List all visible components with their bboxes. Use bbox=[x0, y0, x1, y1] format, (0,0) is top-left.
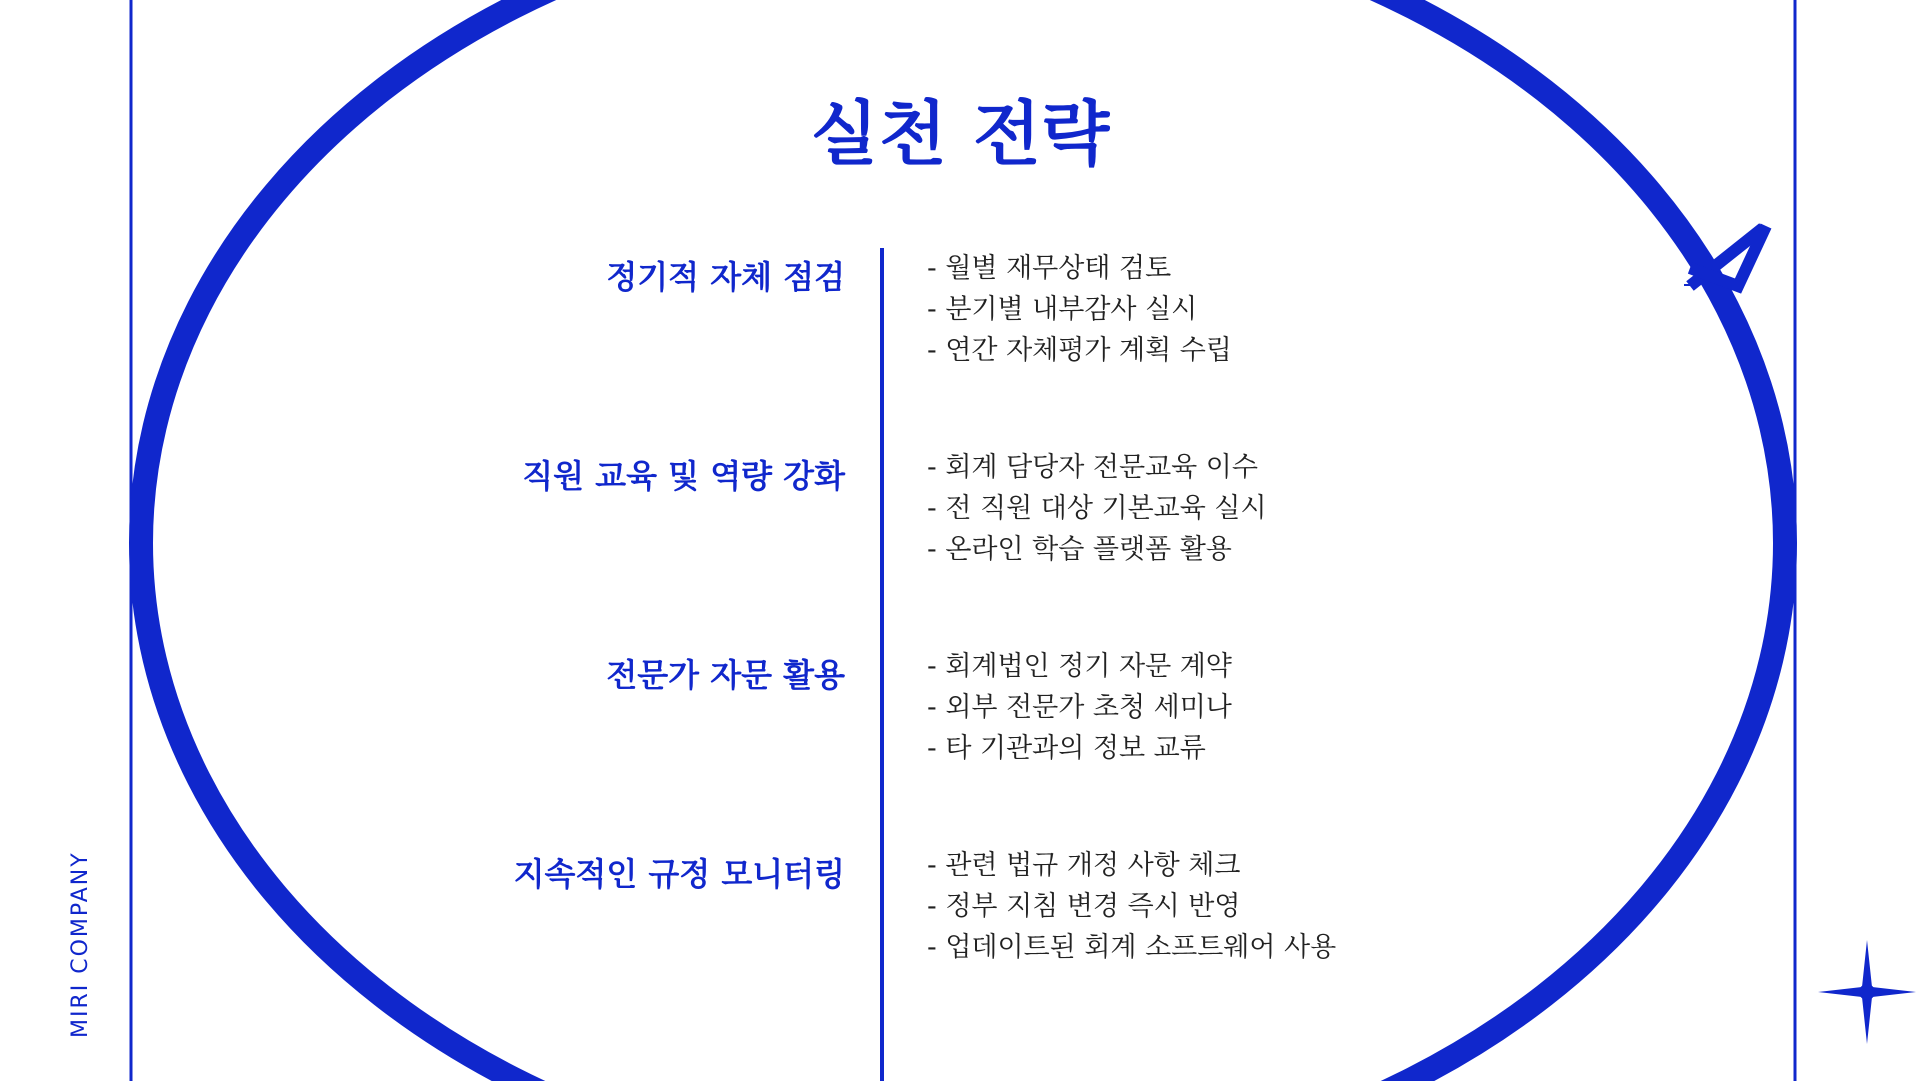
section-list-training bbox=[927, 447, 1267, 570]
list-item: - 외부 전문가 초청 세미나 bbox=[927, 692, 1232, 723]
brand-label: MIRI COMPANY bbox=[68, 851, 93, 1038]
list-item: - 회계 담당자 전문교육 이수 bbox=[927, 452, 1258, 483]
section-heading-monitoring: 지속적인 규정 모니터링 bbox=[513, 855, 845, 893]
list-item: - 타 기관과의 정보 교류 bbox=[927, 733, 1206, 764]
list-item: - 월별 재무상태 검토 bbox=[927, 253, 1172, 284]
section-list-monitoring bbox=[927, 845, 1336, 968]
list-item: - 전 직원 대상 기본교육 실시 bbox=[927, 493, 1267, 524]
list-item: - 연간 자체평가 계획 수립 bbox=[927, 335, 1232, 366]
list-item: - 온라인 학습 플랫폼 활용 bbox=[927, 534, 1232, 565]
list-item: - 업데이트된 회계 소프트웨어 사용 bbox=[927, 932, 1337, 963]
list-item: - 정부 지침 변경 즉시 반영 bbox=[927, 891, 1241, 922]
list-item: - 회계법인 정기 자문 계약 bbox=[927, 651, 1232, 682]
page-title: 실천 전략 bbox=[810, 93, 1111, 175]
section-list-advisory bbox=[927, 646, 1232, 769]
section-heading-self-check: 정기적 자체 점검 bbox=[606, 258, 845, 296]
list-item: - 분기별 내부감사 실시 bbox=[927, 294, 1198, 325]
section-heading-advisory: 전문가 자문 활용 bbox=[606, 656, 845, 694]
list-item: - 관련 법규 개정 사항 체크 bbox=[927, 850, 1241, 881]
section-heading-training: 직원 교육 및 역량 강화 bbox=[522, 457, 845, 495]
sparkle-icon bbox=[1818, 940, 1916, 1044]
section-list-self-check bbox=[927, 248, 1232, 371]
